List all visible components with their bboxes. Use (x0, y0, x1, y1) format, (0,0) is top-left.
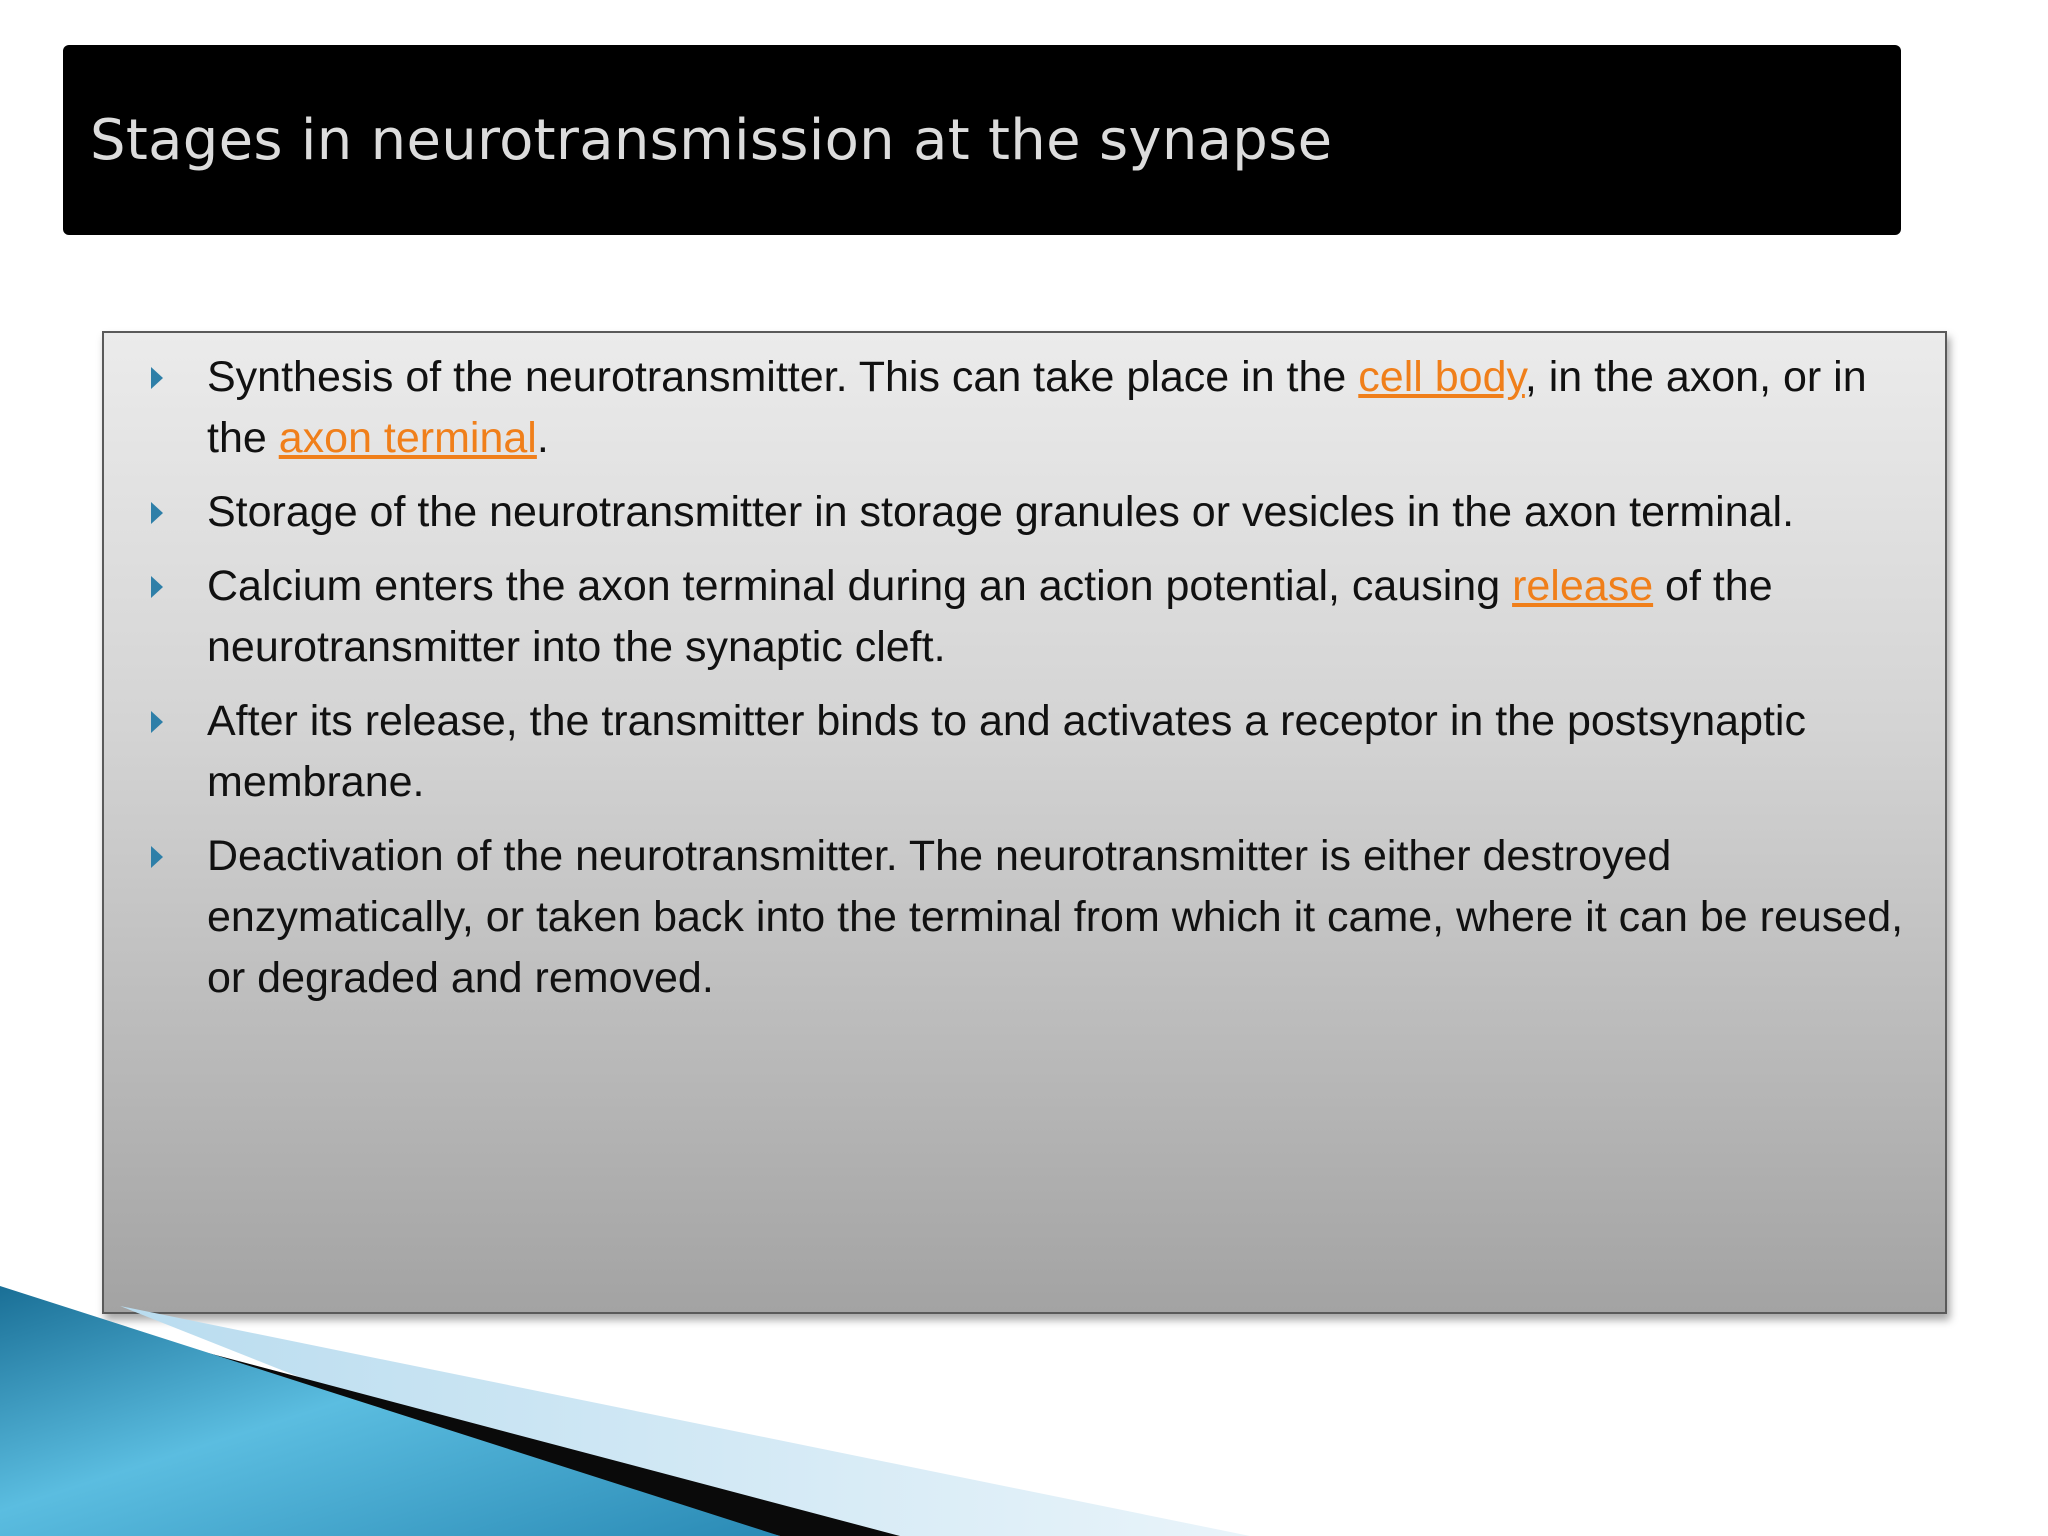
bullet-item (104, 556, 1945, 678)
bullet-arrow-icon (151, 502, 163, 524)
title-bar (63, 45, 1901, 235)
bullet-text: . (536, 414, 549, 462)
bullet-item (104, 482, 1945, 543)
bullet-list (104, 347, 1945, 1022)
bullet-text: After its release, the transmitter binds to and activates a receptor in the postsynaptic membrane. (207, 697, 1806, 806)
bullet-item (104, 347, 1945, 469)
bullet-arrow-icon (151, 576, 163, 598)
bullet-text: Calcium enters the axon terminal during an action potential, causing (207, 562, 1513, 610)
bullet-arrow-icon (151, 711, 163, 733)
bullet-text: Synthesis of the neurotransmitter. This can take place in the (207, 353, 1359, 401)
bullet-arrow-icon (151, 846, 163, 868)
bullet-text: Storage of the neurotransmitter in storage granules or vesicles in the axon terminal. (207, 488, 1795, 536)
slide-title: Stages in neurotransmission at the synapse (90, 107, 1333, 173)
content-box (102, 331, 1947, 1314)
hyperlink[interactable]: cell body (1358, 353, 1525, 401)
corner-decoration (0, 1286, 2048, 1536)
bullet-text: Deactivation of the neurotransmitter. The neurotransmitter is either destroyed enzymatically, or taken back into the terminal from which it came, where it can be reused, or degraded and removed. (207, 832, 1904, 1002)
bullet-item (104, 691, 1945, 813)
bullet-text: , in the axon, or in the (207, 353, 1867, 462)
hyperlink[interactable]: axon terminal (278, 414, 537, 462)
bullet-item (104, 826, 1945, 1009)
blue-wedge (0, 1286, 780, 1536)
bullet-arrow-icon (151, 367, 163, 389)
hyperlink[interactable]: release (1512, 562, 1654, 610)
bullet-text: of the neurotransmitter into the synaptic cleft. (207, 562, 1773, 671)
